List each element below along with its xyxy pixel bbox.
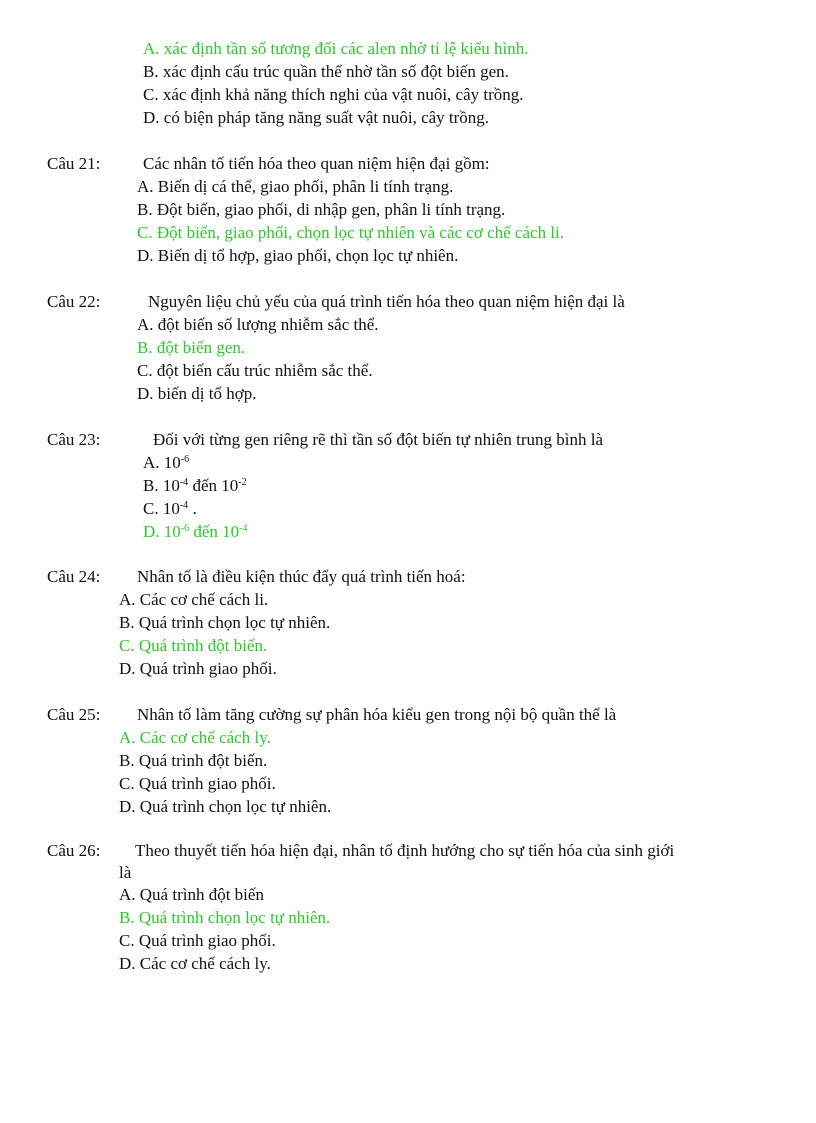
- lead-in-option-c: C. xác định khả năng thích nghi của vật nuôi, cây trồng.: [143, 85, 524, 104]
- question-26-option-a: A. Quá trình đột biến: [119, 885, 264, 904]
- exponent: -4: [239, 523, 248, 534]
- question-26-number: Câu 26:: [47, 841, 101, 860]
- option-text: A. 10: [143, 453, 181, 472]
- option-text: D. 10: [143, 522, 181, 541]
- question-24-option-a: A. Các cơ chế cách li.: [119, 590, 269, 609]
- question-21-option-b: B. Đột biến, giao phối, di nhập gen, phân li tính trạng.: [137, 200, 506, 219]
- question-25-option-b: B. Quá trình đột biến.: [119, 751, 268, 770]
- exponent: -6: [180, 523, 190, 534]
- exponent: -2: [238, 477, 247, 488]
- question-23-number: Câu 23:: [47, 430, 101, 449]
- question-26-option-b: B. Quá trình chọn lọc tự nhiên.: [119, 908, 331, 927]
- lead-in-option-b: B. xác định cấu trúc quần thể nhờ tần số đột biến gen.: [143, 62, 509, 81]
- question-25-option-c: C. Quá trình giao phối.: [119, 774, 276, 793]
- option-text: .: [188, 499, 197, 518]
- question-26-option-c: C. Quá trình giao phối.: [119, 931, 276, 950]
- lead-in-option-a: A. xác định tần số tương đối các alen nhờ tỉ lệ kiểu hình.: [143, 39, 529, 58]
- exponent: -4: [179, 500, 189, 511]
- question-24-prompt: Nhân tố là điều kiện thúc đẩy quá trình tiến hoá:: [137, 567, 466, 586]
- question-21-option-d: D. Biến dị tổ hợp, giao phối, chọn lọc tự nhiên.: [137, 246, 459, 265]
- question-26-prompt: Theo thuyết tiến hóa hiện đại, nhân tố định hướng cho sự tiến hóa của sinh giới: [135, 841, 675, 860]
- question-22-option-c: C. đột biến cấu trúc nhiễm sắc thể.: [137, 361, 373, 380]
- question-25-number: Câu 25:: [47, 705, 101, 724]
- question-24-option-b: B. Quá trình chọn lọc tự nhiên.: [119, 613, 331, 632]
- question-21-option-a: A. Biến dị cá thể, giao phối, phân li tính trạng.: [137, 177, 454, 196]
- question-21-prompt: Các nhân tố tiến hóa theo quan niệm hiện đại gồm:: [143, 154, 490, 173]
- question-23-option-d: [143, 521, 248, 543]
- question-23-option-c: [143, 498, 197, 520]
- question-25-prompt: Nhân tố làm tăng cường sự phân hóa kiểu gen trong nội bộ quần thể là: [137, 705, 617, 724]
- question-21-option-c: C. Đột biến, giao phối, chọn lọc tự nhiên và các cơ chế cách li.: [137, 223, 565, 242]
- question-24-option-c: C. Quá trình đột biến.: [119, 636, 268, 655]
- question-25-option-d: D. Quá trình chọn lọc tự nhiên.: [119, 797, 332, 816]
- question-22-prompt: Nguyên liệu chủ yếu của quá trình tiến hóa theo quan niệm hiện đại là: [148, 292, 625, 311]
- question-26-prompt-continuation: là: [119, 863, 132, 882]
- question-23-option-a: [143, 452, 189, 474]
- option-text: đến 10: [188, 476, 239, 495]
- option-text: đến 10: [189, 522, 240, 541]
- exponent: -6: [180, 454, 190, 465]
- question-26-option-d: D. Các cơ chế cách ly.: [119, 954, 271, 973]
- question-23-prompt: Đối với từng gen riêng rẽ thì tần số đột biến tự nhiên trung bình là: [153, 430, 603, 449]
- option-text: B. 10: [143, 476, 180, 495]
- question-22-option-b: B. đột biến gen.: [137, 338, 246, 357]
- option-text: C. 10: [143, 499, 180, 518]
- question-22-number: Câu 22:: [47, 292, 101, 311]
- lead-in-option-d: D. có biện pháp tăng năng suất vật nuôi, cây trồng.: [143, 108, 490, 127]
- question-24-option-d: D. Quá trình giao phối.: [119, 659, 277, 678]
- question-24-number: Câu 24:: [47, 567, 101, 586]
- question-25-option-a: A. Các cơ chế cách ly.: [119, 728, 271, 747]
- question-22-option-d: D. biến dị tổ hợp.: [137, 384, 257, 403]
- question-23-option-b: [143, 475, 247, 497]
- question-22-option-a: A. đột biến số lượng nhiễm sắc thể.: [137, 315, 379, 334]
- question-21-number: Câu 21:: [47, 154, 101, 173]
- exponent: -4: [179, 477, 189, 488]
